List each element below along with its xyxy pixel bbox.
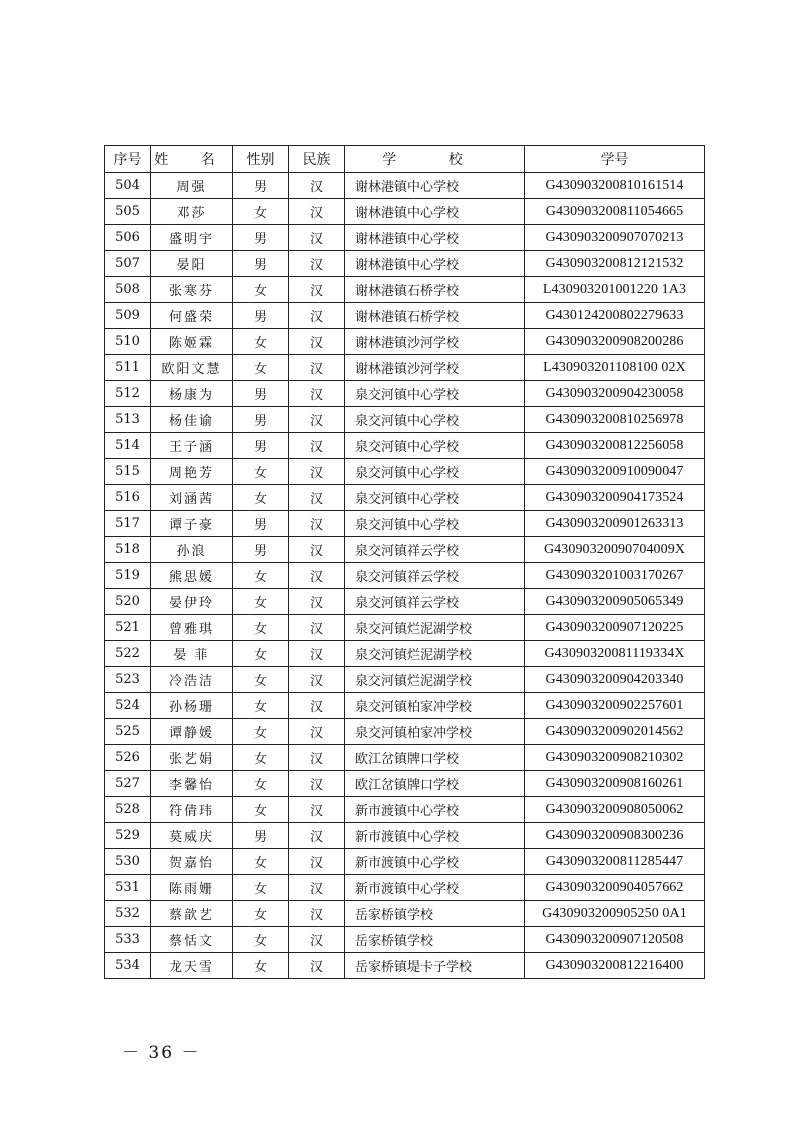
table-row bbox=[105, 927, 705, 953]
cell-seq: 506 bbox=[105, 225, 151, 251]
cell-school: 岳家桥镇堤卡子学校 bbox=[345, 953, 525, 979]
cell-seq: 513 bbox=[105, 407, 151, 433]
cell-ethnicity: 汉 bbox=[289, 251, 345, 277]
cell-seq: 518 bbox=[105, 537, 151, 563]
cell-gender: 女 bbox=[233, 849, 289, 875]
table-row bbox=[105, 693, 705, 719]
cell-gender: 女 bbox=[233, 615, 289, 641]
cell-gender: 女 bbox=[233, 199, 289, 225]
cell-name: 谭静媛 bbox=[151, 719, 233, 745]
cell-student-id: G430903200810256978 bbox=[525, 407, 705, 433]
cell-name: 刘涵茜 bbox=[151, 485, 233, 511]
cell-ethnicity: 汉 bbox=[289, 303, 345, 329]
cell-name: 莫威庆 bbox=[151, 823, 233, 849]
table-row bbox=[105, 381, 705, 407]
cell-ethnicity: 汉 bbox=[289, 589, 345, 615]
cell-ethnicity: 汉 bbox=[289, 563, 345, 589]
cell-gender: 女 bbox=[233, 719, 289, 745]
cell-school: 新市渡镇中心学校 bbox=[345, 849, 525, 875]
table-row bbox=[105, 589, 705, 615]
cell-school: 泉交河镇中心学校 bbox=[345, 433, 525, 459]
cell-school: 泉交河镇祥云学校 bbox=[345, 589, 525, 615]
cell-gender: 男 bbox=[233, 433, 289, 459]
cell-school: 谢林港镇石桥学校 bbox=[345, 303, 525, 329]
cell-school: 谢林港镇中心学校 bbox=[345, 199, 525, 225]
cell-gender: 女 bbox=[233, 745, 289, 771]
cell-seq: 534 bbox=[105, 953, 151, 979]
cell-gender: 女 bbox=[233, 641, 289, 667]
cell-name: 晏 菲 bbox=[151, 641, 233, 667]
table-row bbox=[105, 407, 705, 433]
cell-student-id: G430903200908210302 bbox=[525, 745, 705, 771]
cell-ethnicity: 汉 bbox=[289, 355, 345, 381]
table-row bbox=[105, 277, 705, 303]
cell-gender: 男 bbox=[233, 225, 289, 251]
table-row bbox=[105, 641, 705, 667]
cell-student-id: G430903200812256058 bbox=[525, 433, 705, 459]
cell-ethnicity: 汉 bbox=[289, 459, 345, 485]
cell-seq: 510 bbox=[105, 329, 151, 355]
cell-seq: 522 bbox=[105, 641, 151, 667]
cell-school: 泉交河镇柏家冲学校 bbox=[345, 719, 525, 745]
cell-name: 杨康为 bbox=[151, 381, 233, 407]
cell-gender: 女 bbox=[233, 953, 289, 979]
header-school: 学 校 bbox=[345, 146, 525, 173]
cell-gender: 男 bbox=[233, 823, 289, 849]
table-row bbox=[105, 537, 705, 563]
table-row bbox=[105, 823, 705, 849]
cell-seq: 504 bbox=[105, 173, 151, 199]
cell-student-id: G430903200812121532 bbox=[525, 251, 705, 277]
cell-ethnicity: 汉 bbox=[289, 901, 345, 927]
cell-seq: 529 bbox=[105, 823, 151, 849]
cell-seq: 517 bbox=[105, 511, 151, 537]
cell-student-id: G430903200904203340 bbox=[525, 667, 705, 693]
cell-name: 欧阳文慧 bbox=[151, 355, 233, 381]
cell-name: 陈姬霖 bbox=[151, 329, 233, 355]
cell-school: 泉交河镇祥云学校 bbox=[345, 537, 525, 563]
cell-gender: 男 bbox=[233, 303, 289, 329]
cell-school: 谢林港镇沙河学校 bbox=[345, 329, 525, 355]
cell-ethnicity: 汉 bbox=[289, 511, 345, 537]
cell-gender: 男 bbox=[233, 173, 289, 199]
cell-name: 谭子豪 bbox=[151, 511, 233, 537]
cell-gender: 女 bbox=[233, 901, 289, 927]
cell-seq: 507 bbox=[105, 251, 151, 277]
cell-seq: 526 bbox=[105, 745, 151, 771]
table-row bbox=[105, 771, 705, 797]
cell-ethnicity: 汉 bbox=[289, 849, 345, 875]
cell-school: 泉交河镇中心学校 bbox=[345, 511, 525, 537]
cell-student-id: G430903200908300236 bbox=[525, 823, 705, 849]
cell-ethnicity: 汉 bbox=[289, 615, 345, 641]
cell-school: 泉交河镇烂泥湖学校 bbox=[345, 667, 525, 693]
cell-student-id: G430903200908050062 bbox=[525, 797, 705, 823]
cell-gender: 女 bbox=[233, 797, 289, 823]
cell-school: 新市渡镇中心学校 bbox=[345, 797, 525, 823]
cell-ethnicity: 汉 bbox=[289, 173, 345, 199]
cell-school: 谢林港镇中心学校 bbox=[345, 225, 525, 251]
cell-name: 龙天雪 bbox=[151, 953, 233, 979]
cell-name: 孙杨珊 bbox=[151, 693, 233, 719]
table-row bbox=[105, 303, 705, 329]
cell-school: 泉交河镇中心学校 bbox=[345, 459, 525, 485]
cell-student-id: G430903200904173524 bbox=[525, 485, 705, 511]
cell-seq: 511 bbox=[105, 355, 151, 381]
table-row bbox=[105, 251, 705, 277]
table-row bbox=[105, 901, 705, 927]
cell-name: 熊思媛 bbox=[151, 563, 233, 589]
cell-name: 孙浪 bbox=[151, 537, 233, 563]
cell-ethnicity: 汉 bbox=[289, 797, 345, 823]
cell-gender: 女 bbox=[233, 875, 289, 901]
cell-ethnicity: 汉 bbox=[289, 927, 345, 953]
table-row bbox=[105, 459, 705, 485]
cell-name: 李馨怡 bbox=[151, 771, 233, 797]
cell-school: 欧江岔镇牌口学校 bbox=[345, 771, 525, 797]
cell-seq: 523 bbox=[105, 667, 151, 693]
cell-ethnicity: 汉 bbox=[289, 277, 345, 303]
cell-ethnicity: 汉 bbox=[289, 407, 345, 433]
cell-student-id: G430903201003170267 bbox=[525, 563, 705, 589]
student-roster-table bbox=[104, 145, 705, 979]
cell-student-id: G430903200904230058 bbox=[525, 381, 705, 407]
table-row bbox=[105, 433, 705, 459]
cell-ethnicity: 汉 bbox=[289, 823, 345, 849]
cell-ethnicity: 汉 bbox=[289, 693, 345, 719]
header-seq: 序号 bbox=[105, 146, 151, 173]
table-row bbox=[105, 485, 705, 511]
table-row bbox=[105, 225, 705, 251]
cell-gender: 女 bbox=[233, 329, 289, 355]
table-row bbox=[105, 797, 705, 823]
table-row bbox=[105, 745, 705, 771]
cell-gender: 女 bbox=[233, 277, 289, 303]
cell-gender: 女 bbox=[233, 693, 289, 719]
cell-school: 泉交河镇烂泥湖学校 bbox=[345, 615, 525, 641]
cell-student-id: G430903200811285447 bbox=[525, 849, 705, 875]
cell-ethnicity: 汉 bbox=[289, 329, 345, 355]
cell-school: 泉交河镇中心学校 bbox=[345, 381, 525, 407]
cell-gender: 女 bbox=[233, 771, 289, 797]
cell-ethnicity: 汉 bbox=[289, 641, 345, 667]
cell-student-id: G430903200810161514 bbox=[525, 173, 705, 199]
cell-school: 泉交河镇柏家冲学校 bbox=[345, 693, 525, 719]
table-row bbox=[105, 667, 705, 693]
cell-seq: 520 bbox=[105, 589, 151, 615]
cell-school: 谢林港镇沙河学校 bbox=[345, 355, 525, 381]
cell-ethnicity: 汉 bbox=[289, 953, 345, 979]
cell-school: 新市渡镇中心学校 bbox=[345, 823, 525, 849]
cell-seq: 519 bbox=[105, 563, 151, 589]
cell-name: 贺嘉怡 bbox=[151, 849, 233, 875]
cell-ethnicity: 汉 bbox=[289, 745, 345, 771]
cell-name: 晏伊玲 bbox=[151, 589, 233, 615]
cell-seq: 515 bbox=[105, 459, 151, 485]
cell-name: 晏阳 bbox=[151, 251, 233, 277]
cell-student-id: L430903201001220 1A3 bbox=[525, 277, 705, 303]
cell-seq: 514 bbox=[105, 433, 151, 459]
cell-school: 泉交河镇中心学校 bbox=[345, 485, 525, 511]
cell-school: 欧江岔镇牌口学校 bbox=[345, 745, 525, 771]
cell-name: 陈雨姗 bbox=[151, 875, 233, 901]
cell-student-id: G43090320090704009X bbox=[525, 537, 705, 563]
table-row bbox=[105, 615, 705, 641]
cell-school: 泉交河镇祥云学校 bbox=[345, 563, 525, 589]
table-row bbox=[105, 875, 705, 901]
table-row bbox=[105, 849, 705, 875]
table-row bbox=[105, 329, 705, 355]
header-row bbox=[105, 146, 705, 173]
cell-gender: 女 bbox=[233, 667, 289, 693]
cell-seq: 528 bbox=[105, 797, 151, 823]
cell-school: 岳家桥镇学校 bbox=[345, 901, 525, 927]
cell-ethnicity: 汉 bbox=[289, 381, 345, 407]
cell-name: 王子涵 bbox=[151, 433, 233, 459]
table-body bbox=[105, 173, 705, 979]
cell-name: 何盛荣 bbox=[151, 303, 233, 329]
cell-student-id: G430903200907070213 bbox=[525, 225, 705, 251]
cell-school: 谢林港镇中心学校 bbox=[345, 173, 525, 199]
cell-student-id: G430903200902014562 bbox=[525, 719, 705, 745]
cell-gender: 男 bbox=[233, 251, 289, 277]
cell-school: 泉交河镇中心学校 bbox=[345, 407, 525, 433]
cell-gender: 女 bbox=[233, 459, 289, 485]
page-number: － 36 － bbox=[122, 1043, 201, 1063]
cell-gender: 女 bbox=[233, 589, 289, 615]
cell-seq: 527 bbox=[105, 771, 151, 797]
cell-student-id: G430903200905250 0A1 bbox=[525, 901, 705, 927]
cell-ethnicity: 汉 bbox=[289, 719, 345, 745]
cell-student-id: G43090320081119334X bbox=[525, 641, 705, 667]
cell-student-id: G430903200812216400 bbox=[525, 953, 705, 979]
table-row bbox=[105, 199, 705, 225]
cell-school: 岳家桥镇学校 bbox=[345, 927, 525, 953]
cell-seq: 508 bbox=[105, 277, 151, 303]
cell-student-id: G430903200901263313 bbox=[525, 511, 705, 537]
cell-student-id: G430903200907120225 bbox=[525, 615, 705, 641]
cell-name: 周强 bbox=[151, 173, 233, 199]
cell-ethnicity: 汉 bbox=[289, 199, 345, 225]
cell-gender: 女 bbox=[233, 927, 289, 953]
header-student-id: 学号 bbox=[525, 146, 705, 173]
cell-gender: 女 bbox=[233, 355, 289, 381]
cell-ethnicity: 汉 bbox=[289, 225, 345, 251]
cell-student-id: L430903201108100 02X bbox=[525, 355, 705, 381]
cell-gender: 女 bbox=[233, 485, 289, 511]
cell-seq: 533 bbox=[105, 927, 151, 953]
cell-name: 冷浩洁 bbox=[151, 667, 233, 693]
table-row bbox=[105, 953, 705, 979]
cell-student-id: G430903200908160261 bbox=[525, 771, 705, 797]
cell-student-id: G430903200910090047 bbox=[525, 459, 705, 485]
cell-seq: 509 bbox=[105, 303, 151, 329]
cell-seq: 531 bbox=[105, 875, 151, 901]
cell-student-id: G430903200908200286 bbox=[525, 329, 705, 355]
cell-name: 蔡恬文 bbox=[151, 927, 233, 953]
cell-school: 谢林港镇石桥学校 bbox=[345, 277, 525, 303]
cell-student-id: G430124200802279633 bbox=[525, 303, 705, 329]
cell-name: 邓莎 bbox=[151, 199, 233, 225]
cell-name: 张艺娟 bbox=[151, 745, 233, 771]
cell-name: 周艳芳 bbox=[151, 459, 233, 485]
cell-ethnicity: 汉 bbox=[289, 771, 345, 797]
cell-seq: 512 bbox=[105, 381, 151, 407]
cell-name: 曾雅琪 bbox=[151, 615, 233, 641]
table-row bbox=[105, 355, 705, 381]
cell-seq: 530 bbox=[105, 849, 151, 875]
cell-student-id: G430903200907120508 bbox=[525, 927, 705, 953]
cell-ethnicity: 汉 bbox=[289, 667, 345, 693]
cell-seq: 516 bbox=[105, 485, 151, 511]
header-gender: 性别 bbox=[233, 146, 289, 173]
cell-ethnicity: 汉 bbox=[289, 485, 345, 511]
cell-name: 张寒芬 bbox=[151, 277, 233, 303]
cell-school: 谢林港镇中心学校 bbox=[345, 251, 525, 277]
cell-seq: 532 bbox=[105, 901, 151, 927]
cell-school: 新市渡镇中心学校 bbox=[345, 875, 525, 901]
cell-gender: 男 bbox=[233, 537, 289, 563]
cell-gender: 女 bbox=[233, 563, 289, 589]
cell-student-id: G430903200904057662 bbox=[525, 875, 705, 901]
cell-ethnicity: 汉 bbox=[289, 433, 345, 459]
cell-student-id: G430903200902257601 bbox=[525, 693, 705, 719]
cell-name: 符倩玮 bbox=[151, 797, 233, 823]
cell-seq: 505 bbox=[105, 199, 151, 225]
header-ethnicity: 民族 bbox=[289, 146, 345, 173]
cell-student-id: G430903200905065349 bbox=[525, 589, 705, 615]
cell-name: 蔡歆艺 bbox=[151, 901, 233, 927]
cell-name: 杨佳谕 bbox=[151, 407, 233, 433]
table-row bbox=[105, 173, 705, 199]
table-row bbox=[105, 511, 705, 537]
cell-student-id: G430903200811054665 bbox=[525, 199, 705, 225]
cell-name: 盛明宇 bbox=[151, 225, 233, 251]
cell-gender: 男 bbox=[233, 407, 289, 433]
table-row bbox=[105, 563, 705, 589]
cell-gender: 男 bbox=[233, 511, 289, 537]
cell-school: 泉交河镇烂泥湖学校 bbox=[345, 641, 525, 667]
table-row bbox=[105, 719, 705, 745]
cell-seq: 521 bbox=[105, 615, 151, 641]
cell-seq: 525 bbox=[105, 719, 151, 745]
cell-seq: 524 bbox=[105, 693, 151, 719]
header-name: 姓 名 bbox=[151, 146, 233, 173]
cell-ethnicity: 汉 bbox=[289, 875, 345, 901]
cell-ethnicity: 汉 bbox=[289, 537, 345, 563]
cell-gender: 男 bbox=[233, 381, 289, 407]
